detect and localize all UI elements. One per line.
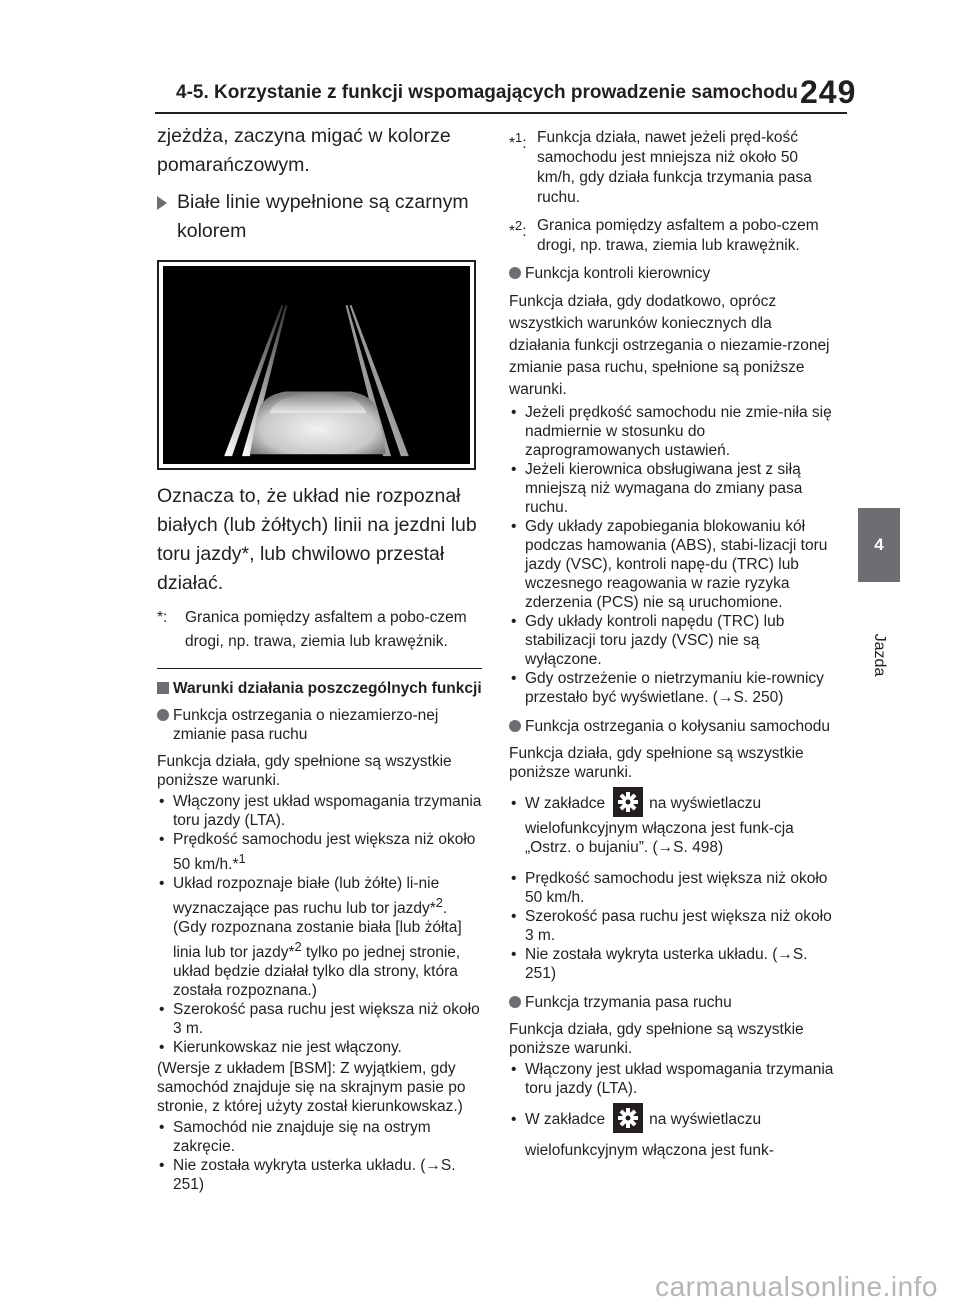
footnote-mark xyxy=(509,128,527,154)
list-item: • Szerokość pasa ruchu jest większa niż około 3 m. xyxy=(157,1000,482,1038)
section-title xyxy=(157,679,482,698)
list-item xyxy=(157,830,482,874)
list-item: • Jeżeli prędkość samochodu nie zmie-niła się nadmiernie w stosunku do zaprogramowanych ustawień. xyxy=(509,403,834,460)
list-item: • Gdy układy kontroli napędu (TRC) lub stabilizacji toru jazdy (VSC) nie są wyłączone. xyxy=(509,612,834,669)
gear-icon xyxy=(613,787,643,817)
page-number: 249 xyxy=(800,74,857,110)
circle-bullet-icon xyxy=(157,709,169,721)
right-column xyxy=(509,128,834,1172)
circle-bullet-icon xyxy=(509,720,521,732)
subsection-title xyxy=(509,993,834,1012)
header-title: 4-5. Korzystanie z funkcji wspomagających prowadzenie samochodu xyxy=(176,82,798,103)
subsection-title-text: Funkcja ostrzegania o kołysaniu samochodu xyxy=(525,718,831,735)
footnote-sup: 1 xyxy=(515,130,523,145)
figure-caption: Oznacza to, że układ nie rozpoznał białych (lub żółtych) linii na jezdni lub toru jazdy*, lub chwilowo przestał działać. xyxy=(157,485,477,594)
footnote-mark xyxy=(509,216,527,242)
list-item-text: Układ rozpoznaje białe (lub żółte) li-nie wyznaczające pas ruchu lub tor jazdy* xyxy=(173,875,440,918)
conditions-list xyxy=(157,792,482,1057)
arrow-item-text: Białe linie wypełnione są czarnym kolorem xyxy=(177,191,469,242)
footnote-ref: 2 xyxy=(435,895,443,911)
subsection-intro: Funkcja działa, gdy spełnione są wszystkie poniższe warunki. xyxy=(157,753,452,789)
list-item: • Gdy układy zapobiegania blokowaniu kół podczas hamowania (ABS), stabi-lizacji toru jazdy (VSC), kontroli napę-du (TRC) lub wczesnego reagowania w razie ryzyka zderzenia (PCS) nie są uruchomione. xyxy=(509,517,834,612)
header-rule xyxy=(155,112,847,114)
footnote-colon: : xyxy=(522,223,527,241)
subsection-intro: Funkcja działa, gdy dodatkowo, oprócz wszystkich warunków koniecznych dla działania funkcji ostrzegania o niezamie-rzonej zmianie pasa ruchu, spełnione są poniższe warunki. xyxy=(509,293,830,398)
list-item: • Prędkość samochodu jest większa niż około 50 km/h. xyxy=(509,869,834,907)
footnote-sup: 2 xyxy=(515,218,523,233)
chapter-label xyxy=(855,630,903,680)
footnote-text: Funkcja działa, nawet jeżeli pręd-kość samochodu jest mniejsza niż około 50 km/h, gdy działa funkcja trzymania pasa ruchu. xyxy=(537,129,812,206)
list-item: • Gdy ostrzeżenie o nietrzymaniu kie-rownicy przestało być wyświetlane. (→S. 250) xyxy=(509,669,834,707)
list-item: • Włączony jest układ wspomagania trzymania toru jazdy (LTA). xyxy=(509,1060,834,1098)
footnote-ref: 1 xyxy=(238,851,246,866)
list-item-text: Prędkość samochodu jest większa niż około 50 km/h.* xyxy=(173,831,476,874)
watermark: carmanualsonline.info xyxy=(655,1271,938,1302)
list-item: • Szerokość pasa ruchu jest większa niż około 3 m. xyxy=(509,907,834,945)
list-item xyxy=(157,874,482,1000)
list-item-text: W zakładce xyxy=(525,1111,606,1128)
subsection-title-text: Funkcja ostrzegania o niezamierzo-nej zmianie pasa ruchu xyxy=(173,707,439,743)
list-item: • Samochód nie znajduje się na ostrym zakręcie. xyxy=(157,1118,482,1156)
subsection-intro: Funkcja działa, gdy spełnione są wszystkie poniższe warunki. xyxy=(509,1021,804,1057)
footnote-left xyxy=(157,606,482,654)
circle-bullet-icon xyxy=(509,996,521,1008)
list-item: • Nie została wykryta usterka układu. (→S. 251) xyxy=(509,945,834,983)
circle-bullet-icon xyxy=(509,267,521,279)
footnote-colon: : xyxy=(522,135,527,153)
list-item: • Włączony jest układ wspomagania trzymania toru jazdy (LTA). xyxy=(157,792,482,830)
triangle-arrow-icon xyxy=(157,196,167,210)
conditions-list xyxy=(509,403,834,707)
footnote-star: * xyxy=(509,135,516,153)
subsection-title xyxy=(157,706,482,744)
lane-display-image xyxy=(163,266,470,464)
bsm-note: (Wersje z układem [BSM]: Z wyjątkiem, gdy samochód znajduje się na skrajnym pasie po stronie, z której użyty został kierunkowskaz.) xyxy=(157,1060,466,1116)
gear-icon xyxy=(613,1103,643,1133)
intro-text: zjeżdża, zaczyna migać w kolorze pomarańczowym. xyxy=(157,125,451,176)
left-column xyxy=(157,122,482,1196)
footnote-1 xyxy=(509,128,834,208)
list-item: • Nie została wykryta usterka układu. (→S. 251) xyxy=(157,1156,482,1194)
footnote-2 xyxy=(509,216,834,256)
subsection-intro: Funkcja działa, gdy spełnione są wszystkie poniższe warunki. xyxy=(509,745,804,781)
subsection-title-text: Funkcja kontroli kierownicy xyxy=(525,265,711,282)
section-title-text: Warunki działania poszczególnych funkcji xyxy=(173,680,482,697)
footnote-text: Granica pomiędzy asfaltem a pobo-czem drogi, np. trawa, ziemia lub krawężnik. xyxy=(185,609,467,650)
list-item xyxy=(509,1104,834,1166)
list-item: • Jeżeli kierownica obsługiwana jest z siłą mniejszą niż wymagana do zmiany pasa ruchu. xyxy=(509,460,834,517)
footnote-mark: *: xyxy=(157,609,168,626)
list-item-text: wielofunkcyjnym włączona jest funk-cja „Ostrz. o bujaniu”. (→S. 498) xyxy=(525,820,794,856)
list-item-text: . (Gdy rozpoznana zostanie biała [lub żółta] linia lub tor jazdy* xyxy=(173,900,462,962)
conditions-list-cont xyxy=(157,1118,482,1194)
footnote-star: * xyxy=(509,223,516,241)
subsection-title xyxy=(509,264,834,283)
footnote-text: Granica pomiędzy asfaltem a pobo-czem drogi, np. trawa, ziemia lub krawężnik. xyxy=(537,217,819,254)
lane-display-figure xyxy=(157,260,476,470)
list-item-text: tylko po jednej stronie, układ będzie działał tylko dla strony, która została rozpoznana.) xyxy=(173,944,461,1000)
list-item xyxy=(509,788,834,863)
footnote-ref: 2 xyxy=(294,939,302,955)
list-item-text: W zakładce xyxy=(525,795,606,812)
subsection-title-text: Funkcja trzymania pasa ruchu xyxy=(525,994,732,1011)
list-item-text: na wyświetlaczu xyxy=(649,795,762,812)
list-item-text: wielofunkcyjnym włączona jest funk- xyxy=(525,1142,774,1159)
arrow-item xyxy=(157,188,482,246)
subsection-title xyxy=(509,717,834,736)
chapter-label-text: Jazda xyxy=(871,633,888,677)
section-divider xyxy=(157,668,482,669)
chapter-tab[interactable]: 4 xyxy=(858,508,900,582)
conditions-list xyxy=(509,788,834,983)
square-bullet-icon xyxy=(157,682,169,694)
conditions-list xyxy=(509,1060,834,1166)
list-item-text: na wyświetlaczu xyxy=(649,1111,762,1128)
list-item: • Kierunkowskaz nie jest włączony. xyxy=(157,1038,482,1057)
